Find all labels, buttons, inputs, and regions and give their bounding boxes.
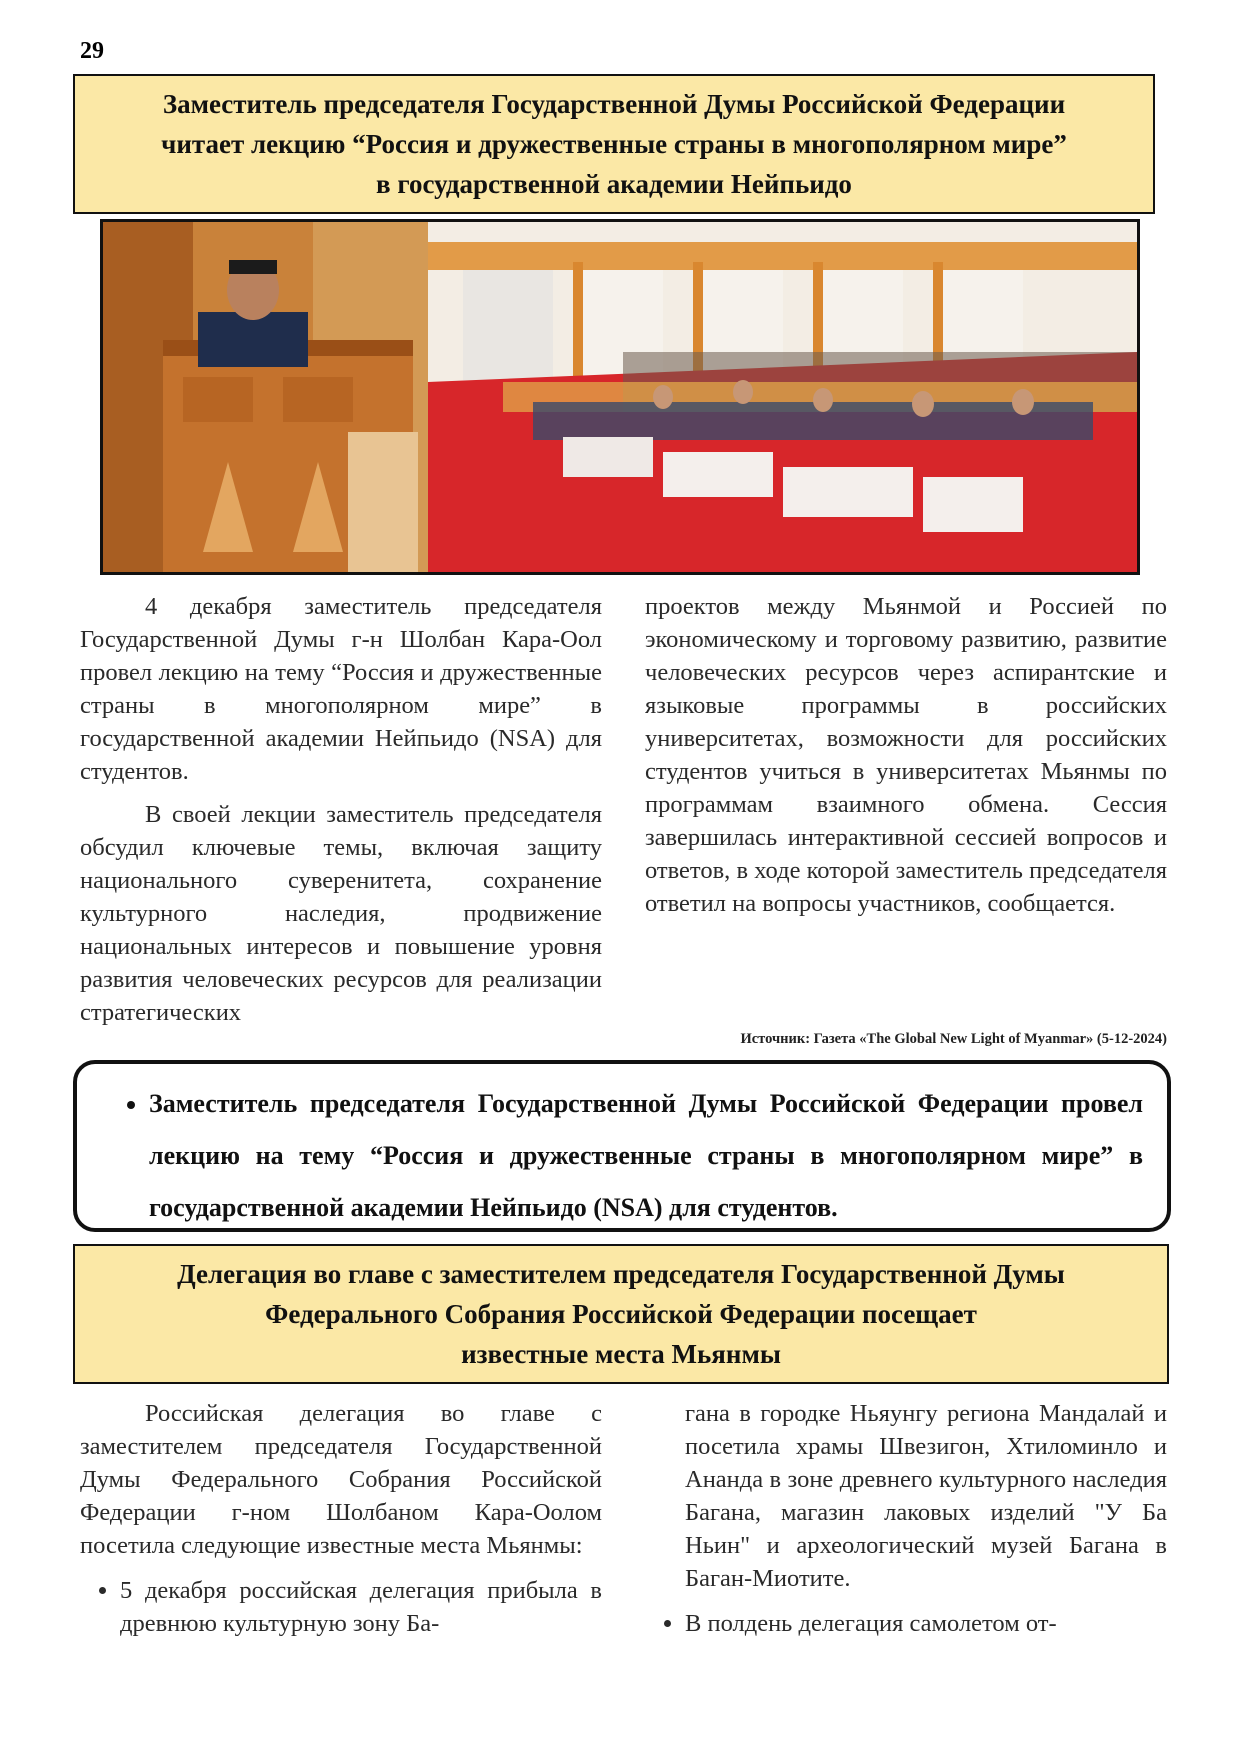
page-number: 29 — [80, 38, 104, 64]
article-title: Делегация во главе с заместителем председателя Государственной Думы Федерального Собрания Российской Федерации посещает известные места Мьянмы — [177, 1259, 1065, 1369]
article-paragraph: Российская делегация во главе с заместителем председателя Государственной Думы Федерального Собрания Российской Федерации г-ном Шолбаном Кара-Оолом посетила следующие известные места Мьянмы: — [80, 1400, 602, 1559]
lecture-photo — [100, 219, 1140, 575]
article-column-right — [645, 590, 1167, 930]
article-paragraph: проектов между Мьянмой и Россией по экономическому и торговому развитию, развитие человеческих ресурсов через аспирантские и языковые программы в российских университетах, возможности для российских студентов учиться в университетах Мьянмы по программам взаимного обмена. Сессия завершилась интерактивной сессией вопросов и ответов, в ходе которой заместитель председателя ответил на вопросы участников, сообщается. — [645, 593, 1167, 917]
article-column-right — [645, 1397, 1167, 1650]
article-title-box — [73, 74, 1155, 214]
list-item: • В полдень делегация самолетом от- — [685, 1607, 1167, 1640]
article-paragraph: гана в городке Ньяунгу региона Мандалай и посетила храмы Швезигон, Хтиломинло и Ананда в зоне древнего культурного наследия Багана, магазин лаковых изделий "У Ба Ньин" и археологический музей Багана в Баган-Миотите. — [685, 1400, 1167, 1592]
article-title: Заместитель председателя Государственной Думы Российской Федерации читает лекцию “Россия и дружественные страны в многополярном мире” в государственной академии Нейпьидо — [161, 89, 1067, 199]
list-item: • 5 декабря российская делегация прибыла в древнюю культурную зону Ба- — [120, 1574, 602, 1640]
summary-text: • Заместитель председателя Государственной Думы Российской Федерации провел лекцию на тему “Россия и дружественные страны в многополярном мире” в государственной академии Нейпьидо (NSA) для студентов. — [149, 1078, 1143, 1234]
article-paragraph: В своей лекции заместитель председателя обсудил ключевые темы, включая защиту национального суверенитета, сохранение культурного наследия, продвижение национальных интересов и повышение уровня развития человеческих ресурсов для реализации стратегических — [80, 801, 602, 1026]
article-column-left — [80, 590, 602, 1039]
source-line: Источник: Газета «The Global New Light of Myanmar» (5-12-2024) — [740, 1031, 1167, 1047]
summary-box — [73, 1060, 1171, 1232]
article-column-left — [80, 1397, 602, 1650]
article-paragraph: 4 декабря заместитель председателя Государственной Думы г-н Шолбан Кара-Оол провел лекцию на тему “Россия и дружественные страны в многополярном мире” в государственной академии Нейпьидо (NSA) для студентов. — [80, 593, 602, 785]
article-title-box — [73, 1244, 1169, 1384]
